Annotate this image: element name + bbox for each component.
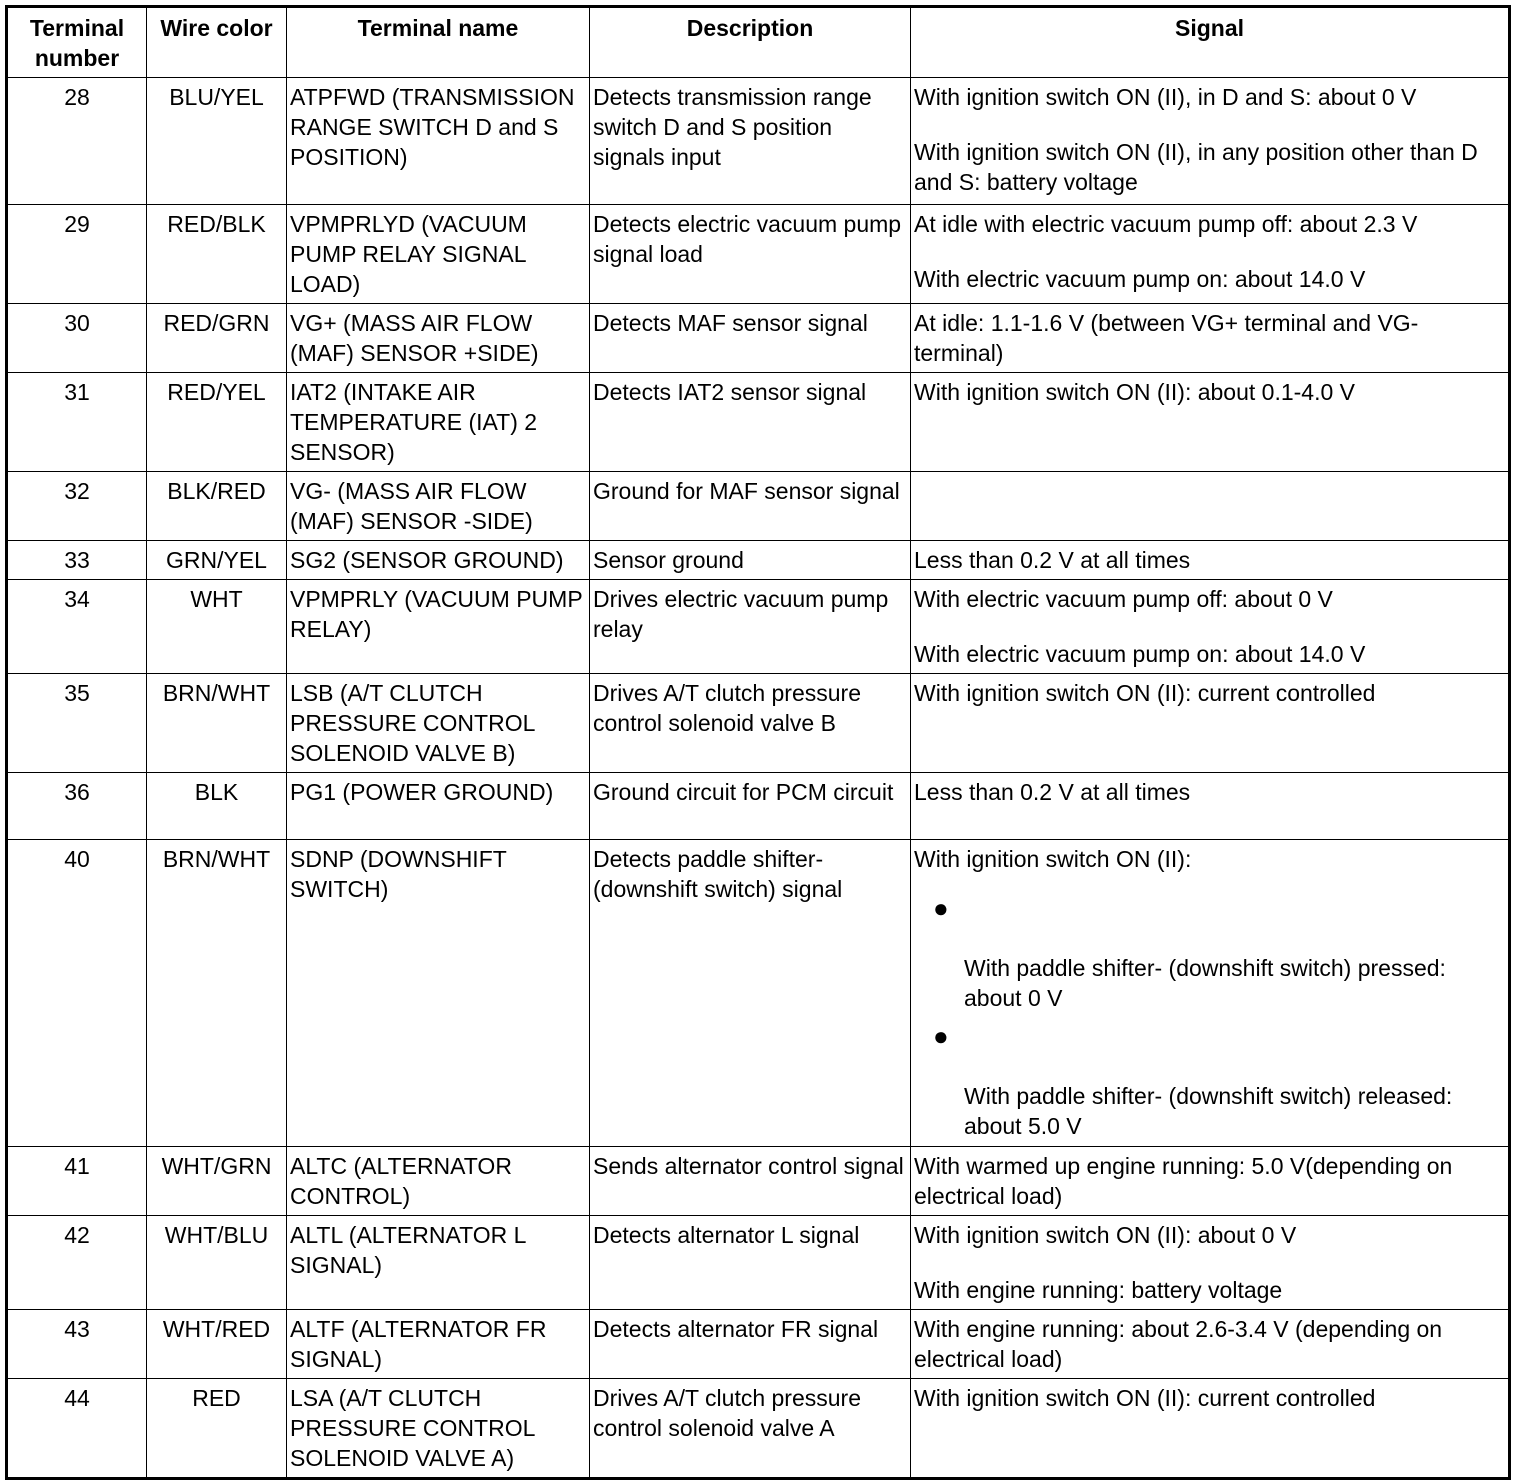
terminal-name: SG2 (SENSOR GROUND) [287,541,590,580]
table-row [7,205,1510,304]
table-row [7,1310,1510,1379]
signal [911,78,1510,205]
signal-line: With ignition switch ON (II): current controlled [914,680,1376,706]
description: Sensor ground [590,541,911,580]
bullet-dot-icon: ● [933,1021,949,1051]
description: Detects electric vacuum pump signal load [590,205,911,304]
terminal-number: 29 [7,205,147,304]
table-row [7,373,1510,472]
terminal-name: VG- (MASS AIR FLOW (MAF) SENSOR -SIDE) [287,472,590,541]
signal [911,205,1510,304]
signal [911,674,1510,773]
signal [911,304,1510,373]
signal [911,580,1510,674]
wire-color: BRN/WHT [147,840,287,1147]
bullet-text: With paddle shifter- (downshift switch) pressed: about 0 V [964,955,1446,1011]
table-row [7,674,1510,773]
signal-line: At idle: 1.1-1.6 V (between VG+ terminal and VG- terminal) [914,310,1419,366]
header-terminal-number: Terminal number [7,7,147,78]
bullet-item [914,893,1505,1013]
header-terminal-name: Terminal name [287,7,590,78]
description: Detects MAF sensor signal [590,304,911,373]
description: Drives A/T clutch pressure control solenoid valve B [590,674,911,773]
terminal-number: 41 [7,1147,147,1216]
signal-line: With electric vacuum pump off: about 0 V [914,586,1333,612]
table-row [7,773,1510,840]
header-wire-color: Wire color [147,7,287,78]
terminal-name: LSA (A/T CLUTCH PRESSURE CONTROL SOLENOID VALVE A) [287,1379,590,1479]
signal-line: Less than 0.2 V at all times [914,779,1191,805]
terminal-name: VPMPRLY (VACUUM PUMP RELAY) [287,580,590,674]
wire-color: GRN/YEL [147,541,287,580]
signal-line: With ignition switch ON (II): about 0 V [914,1222,1297,1248]
bullet-text: With paddle shifter- (downshift switch) released: about 5.0 V [964,1083,1453,1139]
wire-color: BLU/YEL [147,78,287,205]
wire-color: WHT/RED [147,1310,287,1379]
wire-color: WHT/BLU [147,1216,287,1310]
table-row [7,304,1510,373]
description: Drives A/T clutch pressure control solenoid valve A [590,1379,911,1479]
signal [911,1379,1510,1479]
signal [911,1216,1510,1310]
wire-color: BLK [147,773,287,840]
signal-line: With electric vacuum pump on: about 14.0 V [914,266,1366,292]
signal [911,541,1510,580]
table-row [7,580,1510,674]
terminal-number: 42 [7,1216,147,1310]
description: Detects transmission range switch D and S position signals input [590,78,911,205]
description: Detects alternator FR signal [590,1310,911,1379]
table-row [7,1379,1510,1479]
header-row [7,7,1510,78]
table-row [7,472,1510,541]
signal-line: With ignition switch ON (II): current controlled [914,1385,1376,1411]
header-signal: Signal [911,7,1510,78]
terminal-name: LSB (A/T CLUTCH PRESSURE CONTROL SOLENOID VALVE B) [287,674,590,773]
signal-line: With warmed up engine running: 5.0 V(depending on electrical load) [914,1153,1453,1209]
signal-line: With ignition switch ON (II): about 0.1-4.0 V [914,379,1356,405]
table-row [7,78,1510,205]
table-row [7,840,1510,1147]
wire-color: RED [147,1379,287,1479]
terminal-number: 43 [7,1310,147,1379]
terminal-name: SDNP (DOWNSHIFT SWITCH) [287,840,590,1147]
terminal-name: ALTL (ALTERNATOR L SIGNAL) [287,1216,590,1310]
wire-color: WHT [147,580,287,674]
bullet-dot-icon: ● [933,893,949,923]
description: Ground for MAF sensor signal [590,472,911,541]
terminal-number: 30 [7,304,147,373]
signal-line: Less than 0.2 V at all times [914,547,1191,573]
signal [911,472,1510,541]
terminal-name: ALTC (ALTERNATOR CONTROL) [287,1147,590,1216]
terminal-number: 35 [7,674,147,773]
description: Detects IAT2 sensor signal [590,373,911,472]
signal [911,773,1510,840]
description: Sends alternator control signal [590,1147,911,1216]
signal-line: With ignition switch ON (II), in D and S: about 0 V [914,84,1417,110]
wire-color: BRN/WHT [147,674,287,773]
description: Drives electric vacuum pump relay [590,580,911,674]
signal-intro: With ignition switch ON (II): [914,846,1192,872]
wire-color: RED/GRN [147,304,287,373]
terminal-name: ALTF (ALTERNATOR FR SIGNAL) [287,1310,590,1379]
terminal-number: 33 [7,541,147,580]
terminal-number: 40 [7,840,147,1147]
terminal-number: 32 [7,472,147,541]
terminal-number: 34 [7,580,147,674]
signal [911,840,1510,1147]
description: Detects alternator L signal [590,1216,911,1310]
wire-color: RED/BLK [147,205,287,304]
signal-line: With engine running: about 2.6-3.4 V (depending on electrical load) [914,1316,1443,1372]
table-row [7,1147,1510,1216]
signal-line: With ignition switch ON (II), in any position other than D and S: battery voltage [914,139,1478,195]
wire-color: WHT/GRN [147,1147,287,1216]
signal-line: At idle with electric vacuum pump off: about 2.3 V [914,211,1418,237]
signal [911,1147,1510,1216]
signal-line: With engine running: battery voltage [914,1277,1283,1303]
signal [911,373,1510,472]
signal [911,1310,1510,1379]
terminal-name: VG+ (MASS AIR FLOW (MAF) SENSOR +SIDE) [287,304,590,373]
pcm-terminal-table [5,5,1511,1480]
table-row [7,541,1510,580]
wire-color: RED/YEL [147,373,287,472]
terminal-name: VPMPRLYD (VACUUM PUMP RELAY SIGNAL LOAD) [287,205,590,304]
bullet-item [914,1021,1505,1141]
header-description: Description [590,7,911,78]
terminal-number: 44 [7,1379,147,1479]
terminal-number: 36 [7,773,147,840]
description: Ground circuit for PCM circuit [590,773,911,840]
table-row [7,1216,1510,1310]
terminal-name: PG1 (POWER GROUND) [287,773,590,840]
terminal-name: ATPFWD (TRANSMISSION RANGE SWITCH D and S POSITION) [287,78,590,205]
terminal-number: 28 [7,78,147,205]
terminal-name: IAT2 (INTAKE AIR TEMPERATURE (IAT) 2 SENSOR) [287,373,590,472]
description: Detects paddle shifter- (downshift switch) signal [590,840,911,1147]
wire-color: BLK/RED [147,472,287,541]
terminal-number: 31 [7,373,147,472]
signal-line: With electric vacuum pump on: about 14.0 V [914,641,1366,667]
